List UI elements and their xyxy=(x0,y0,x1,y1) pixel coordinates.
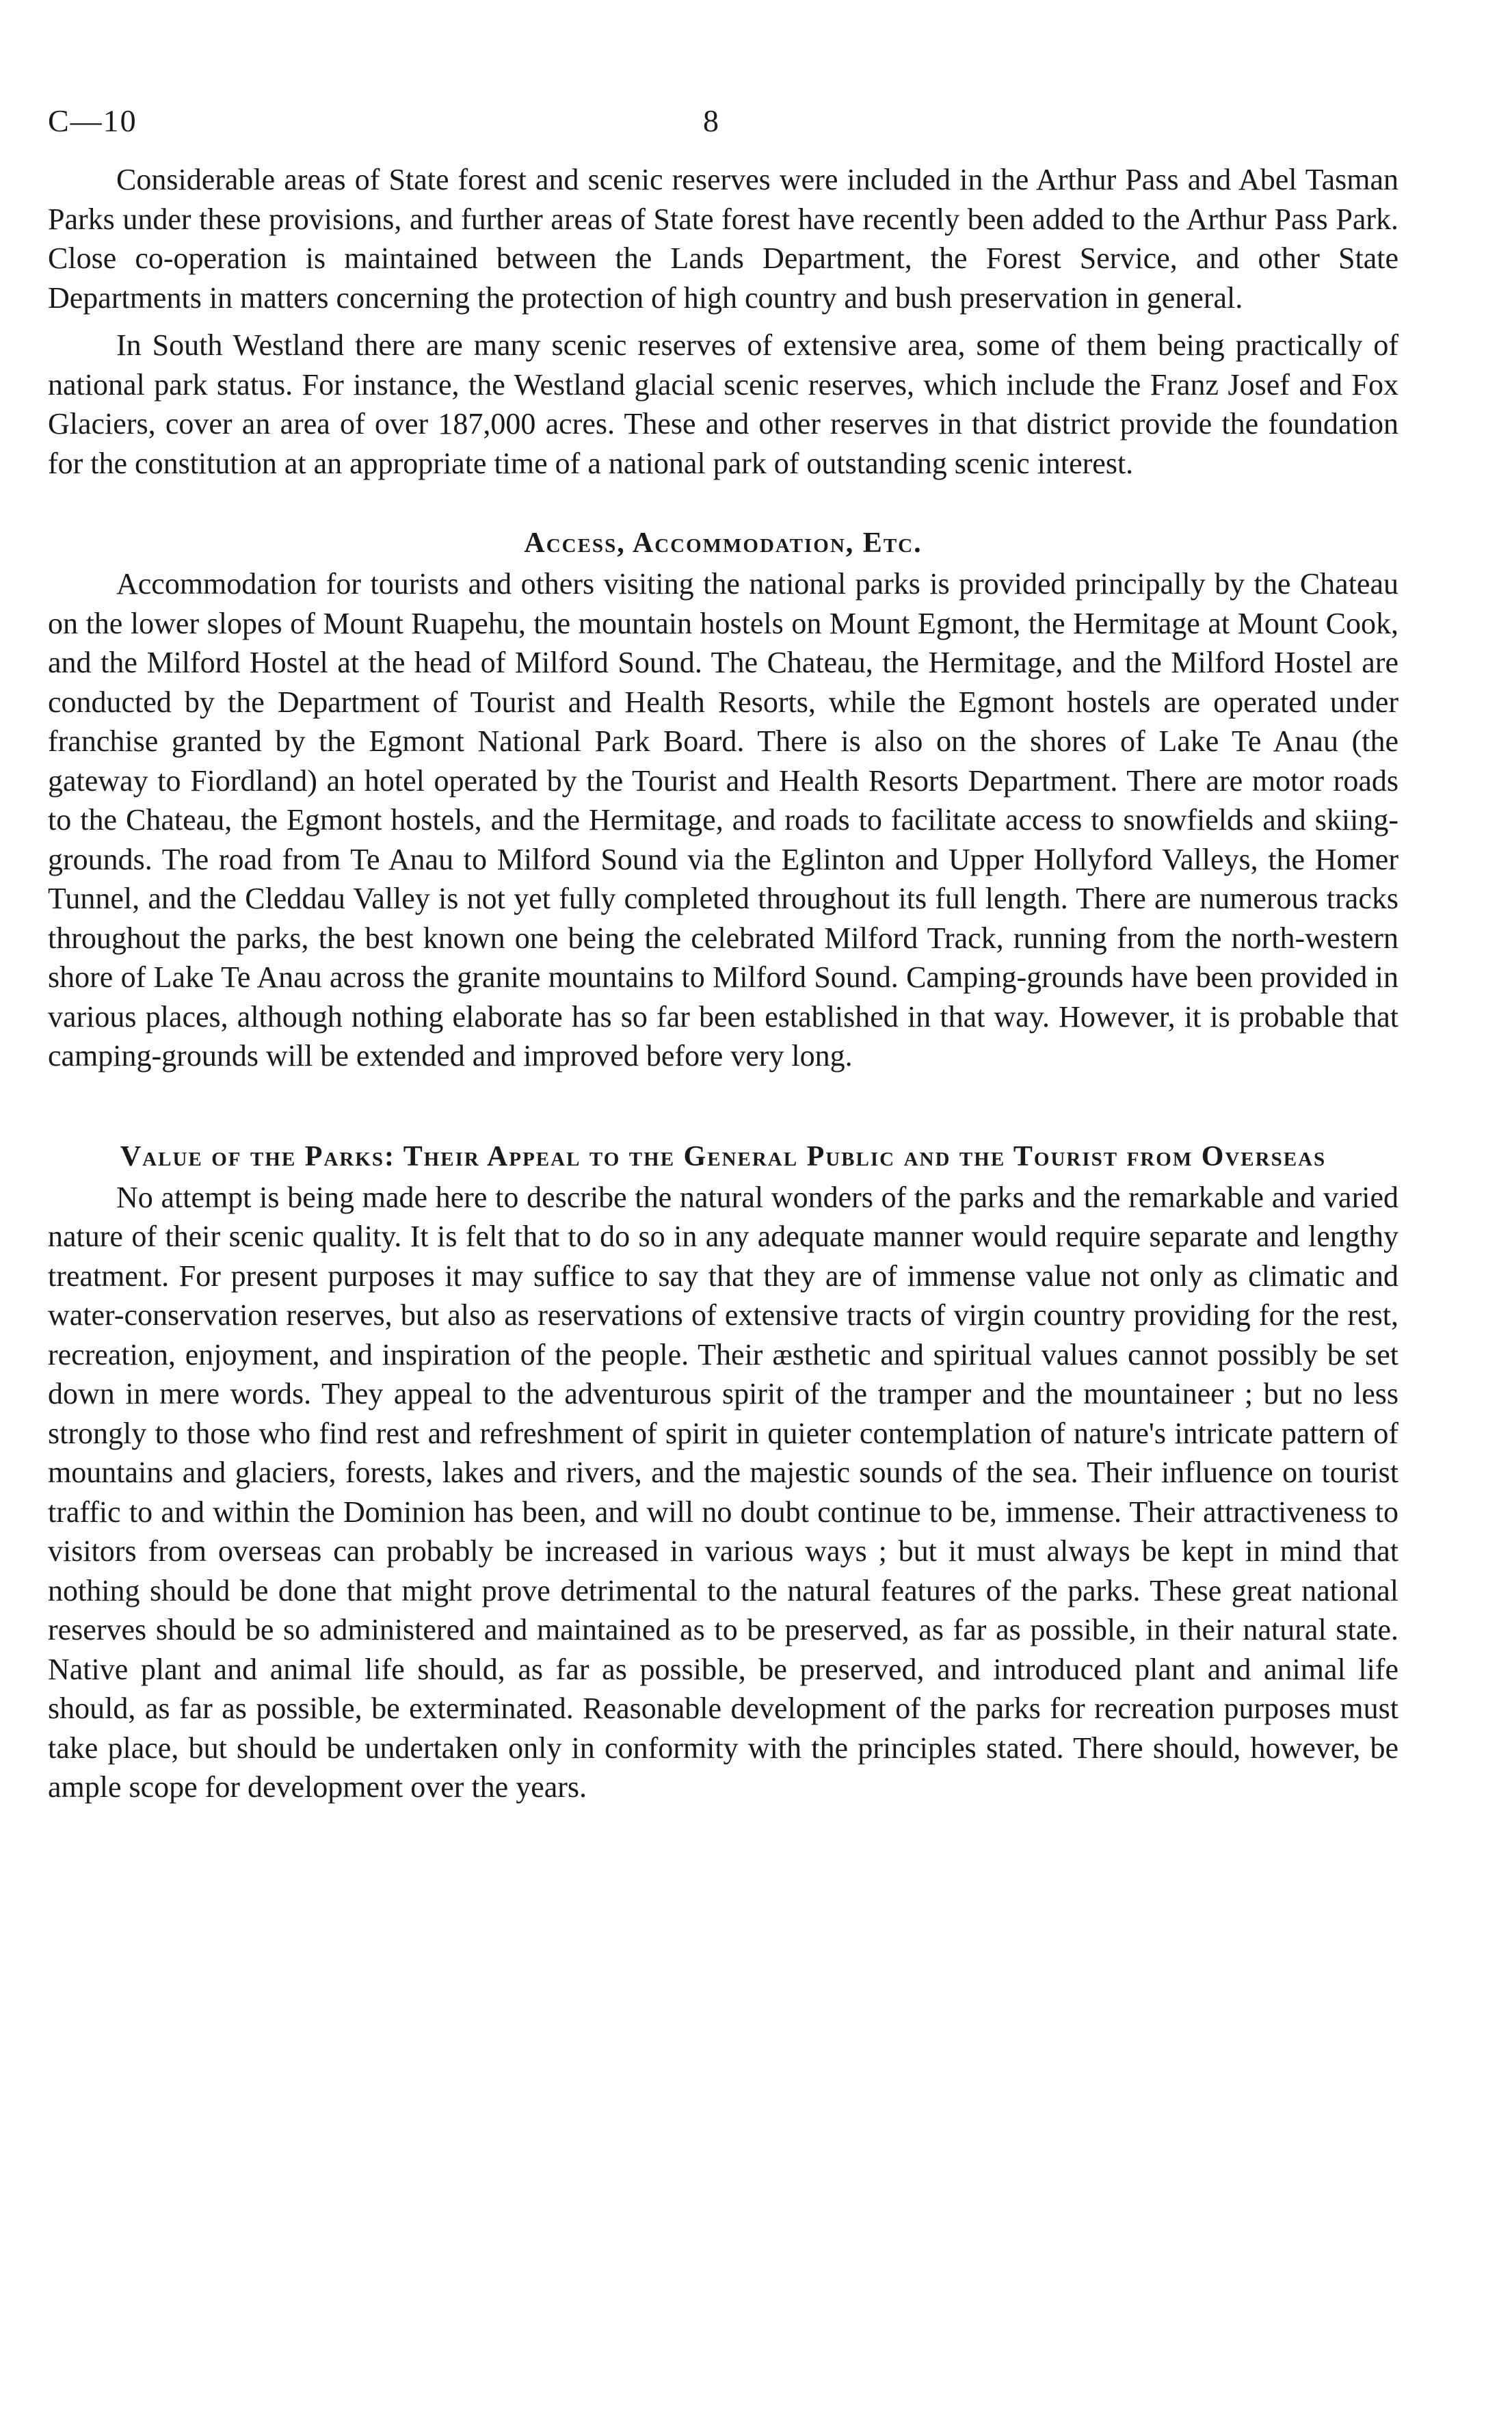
heading-value-of-parks: Value of the Parks: Their Appeal to the General Public and the Tourist from Overseas xyxy=(120,1140,1327,1172)
page-number: 8 xyxy=(703,103,719,138)
paragraph-forest-reserves: Considerable areas of State forest and scenic reserves were included in the Arthur Pass and Abel Tasman Parks under these provisions, and further areas of State forest have recently been added to the Arthur Pass Park. Close co-operation is maintained between the Lands Department, the Forest Service, and other State Departments in matters concerning the protection of high country and bush preservation in general. xyxy=(48,163,1398,315)
intro-section xyxy=(48,160,1398,483)
page-header xyxy=(48,96,1398,157)
document-page xyxy=(48,96,1398,1807)
paragraph-value-of-parks: No attempt is being made here to describe the natural wonders of the parks and the remarkable and varied nature of their scenic quality. It is felt that to do so in any adequate manner would require separate and lengthy treatment. For present purposes it may suffice to say that they are of immense value not only as climatic and water-conservation reserves, but also as reservations of extensive tracts of virgin country providing for the rest, recreation, enjoyment, and inspiration of the people. Their æsthetic and spiritual values cannot possibly be set down in mere words. They appeal to the adventurous spirit of the tramper and the mountaineer ; but no less strongly to those who find rest and refreshment of spirit in quieter contemplation of nature's intricate pattern of mountains and glaciers, forests, lakes and rivers, and the majestic sounds of the sea. Their influence on tourist traffic to and within the Dominion has been, and will no doubt continue to be, immense. Their attractiveness to visitors from overseas can probably be increased in various ways ; but it must always be kept in mind that nothing should be done that might prove detrimental to the natural features of the parks. These great national reserves should be so administered and maintained as to be preserved, as far as possible, in their natural state. Native plant and animal life should, as far as possible, be preserved, and introduced plant and animal life should, as far as possible, be exterminated. Reasonable development of the parks for recreation purposes must take place, but should be undertaken only in conformity with the principles stated. There should, however, be ample scope for development over the years. xyxy=(48,1180,1398,1804)
heading-access-accommodation: Access, Accommodation, Etc. xyxy=(524,527,923,559)
document-reference: C—10 xyxy=(48,103,137,138)
paragraph-accommodation: Accommodation for tourists and others visiting the national parks is provided principally by the Chateau on the lower slopes of Mount Ruapehu, the mountain hostels on Mount Egmont, the Hermitage at Mount Cook, and the Milford Hostel at the head of Milford Sound. The Chateau, the Hermitage, and the Milford Hostel are conducted by the Department of Tourist and Health Resorts, while the Egmont hostels are operated under franchise granted by the Egmont National Park Board. There is also on the shores of Lake Te Anau (the gateway to Fiordland) an hotel operated by the Tourist and Health Resorts Department. There are motor roads to the Chateau, the Egmont hostels, and the Hermitage, and roads to facilitate access to snowfields and skiing-grounds. The road from Te Anau to Milford Sound via the Eglinton and Upper Hollyford Valleys, the Homer Tunnel, and the Cleddau Valley is not yet fully completed throughout its full length. There are numerous tracks throughout the parks, the best known one being the celebrated Milford Track, running from the north-western shore of Lake Te Anau across the granite mountains to Milford Sound. Camping-grounds have been provided in various places, although nothing elaborate has so far been established in that way. However, it is probable that camping-grounds will be extended and improved before very long. xyxy=(48,567,1398,1073)
paragraph-south-westland: In South Westland there are many scenic reserves of extensive area, some of them being practically of national park status. For instance, the Westland glacial scenic reserves, which include the Franz Josef and Fox Glaciers, cover an area of over 187,000 acres. These and other reserves in that district provide the foundation for the constitution at an appropriate time of a national park of outstanding scenic interest. xyxy=(48,328,1398,480)
